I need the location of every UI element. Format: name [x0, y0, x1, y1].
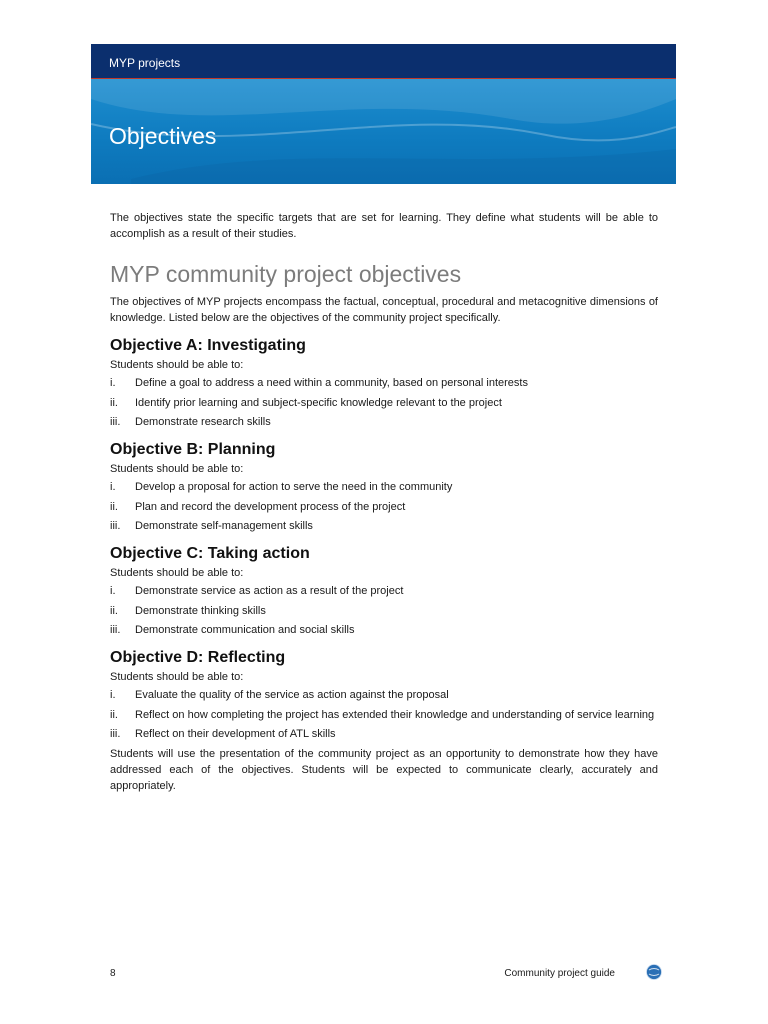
objective-list	[110, 687, 658, 742]
list-text: Develop a proposal for action to serve the need in the community	[135, 481, 453, 493]
list-text: Plan and record the development process of the project	[135, 500, 406, 513]
list-item	[110, 414, 658, 430]
objective-title: Objective C: Taking action	[110, 545, 310, 562]
page-number: 8	[110, 968, 116, 979]
objective-title: Objective D: Reflecting	[110, 649, 286, 666]
list-number: iii.	[110, 624, 121, 636]
closing-paragraph: Students will use the presentation of the community project as an opportunity to demonstrate how they have addressed each of the objectives. Students will be expected to communicate clearly, accurately and appropriately.	[110, 747, 658, 792]
ib-logo-icon	[646, 964, 662, 980]
list-text: Demonstrate thinking skills	[135, 604, 266, 617]
objective-lead: Students should be able to:	[110, 671, 244, 683]
list-item	[110, 518, 658, 534]
title-banner	[91, 79, 676, 184]
list-text: Reflect on how completing the project has extended their knowledge and understanding of service learning	[135, 708, 655, 721]
list-item	[110, 603, 658, 619]
objective-lead: Students should be able to:	[110, 359, 244, 371]
list-number: iii.	[110, 728, 121, 740]
list-item	[110, 375, 658, 391]
list-number: ii.	[110, 500, 118, 513]
list-text: Define a goal to address a need within a community, based on personal interests	[135, 377, 528, 389]
section-header-bar	[91, 44, 676, 79]
objective-d	[110, 648, 658, 742]
objective-a	[110, 336, 658, 430]
page-title: Objectives	[109, 123, 217, 149]
section-label: MYP projects	[109, 56, 181, 70]
list-item	[110, 479, 658, 495]
list-text: Reflect on their development of ATL skills	[135, 728, 336, 740]
guide-title: Community project guide	[504, 968, 615, 979]
objective-c	[110, 544, 658, 638]
objective-lead: Students should be able to:	[110, 463, 244, 475]
list-text: Demonstrate research skills	[135, 416, 271, 428]
list-item	[110, 726, 658, 742]
list-item	[110, 707, 658, 723]
list-item	[110, 583, 658, 599]
list-text: Evaluate the quality of the service as action against the proposal	[135, 689, 449, 701]
objective-b	[110, 440, 658, 534]
objective-title: Objective A: Investigating	[110, 337, 306, 354]
list-item	[110, 395, 658, 411]
list-number: i.	[110, 481, 116, 493]
list-number: ii.	[110, 396, 118, 409]
list-text: Demonstrate self-management skills	[135, 520, 313, 532]
list-number: ii.	[110, 708, 118, 721]
list-number: i.	[110, 585, 116, 597]
list-number: i.	[110, 377, 116, 389]
list-item	[110, 499, 658, 515]
list-number: ii.	[110, 604, 118, 617]
main-content	[110, 210, 658, 794]
list-text: Demonstrate service as action as a result of the project	[135, 585, 404, 597]
list-text: Demonstrate communication and social skills	[135, 624, 355, 636]
list-text: Identify prior learning and subject-specific knowledge relevant to the project	[135, 396, 502, 409]
list-number: iii.	[110, 520, 121, 532]
section-heading: MYP community project objectives	[110, 261, 462, 287]
objective-list	[110, 375, 658, 430]
objective-list	[110, 583, 658, 638]
section-description: The objectives of MYP projects encompass the factual, conceptual, procedural and metacognitive dimensions of knowledge. Listed below are the objectives of the community project specifically.	[110, 296, 658, 324]
objective-title: Objective B: Planning	[110, 441, 276, 458]
objective-lead: Students should be able to:	[110, 567, 244, 579]
intro-paragraph: The objectives state the specific targets that are set for learning. They define what students will be able to accomplish as a result of their studies.	[110, 212, 658, 240]
list-item	[110, 622, 658, 638]
list-item	[110, 687, 658, 703]
objective-list	[110, 479, 658, 534]
list-number: iii.	[110, 416, 121, 428]
list-number: i.	[110, 689, 116, 701]
